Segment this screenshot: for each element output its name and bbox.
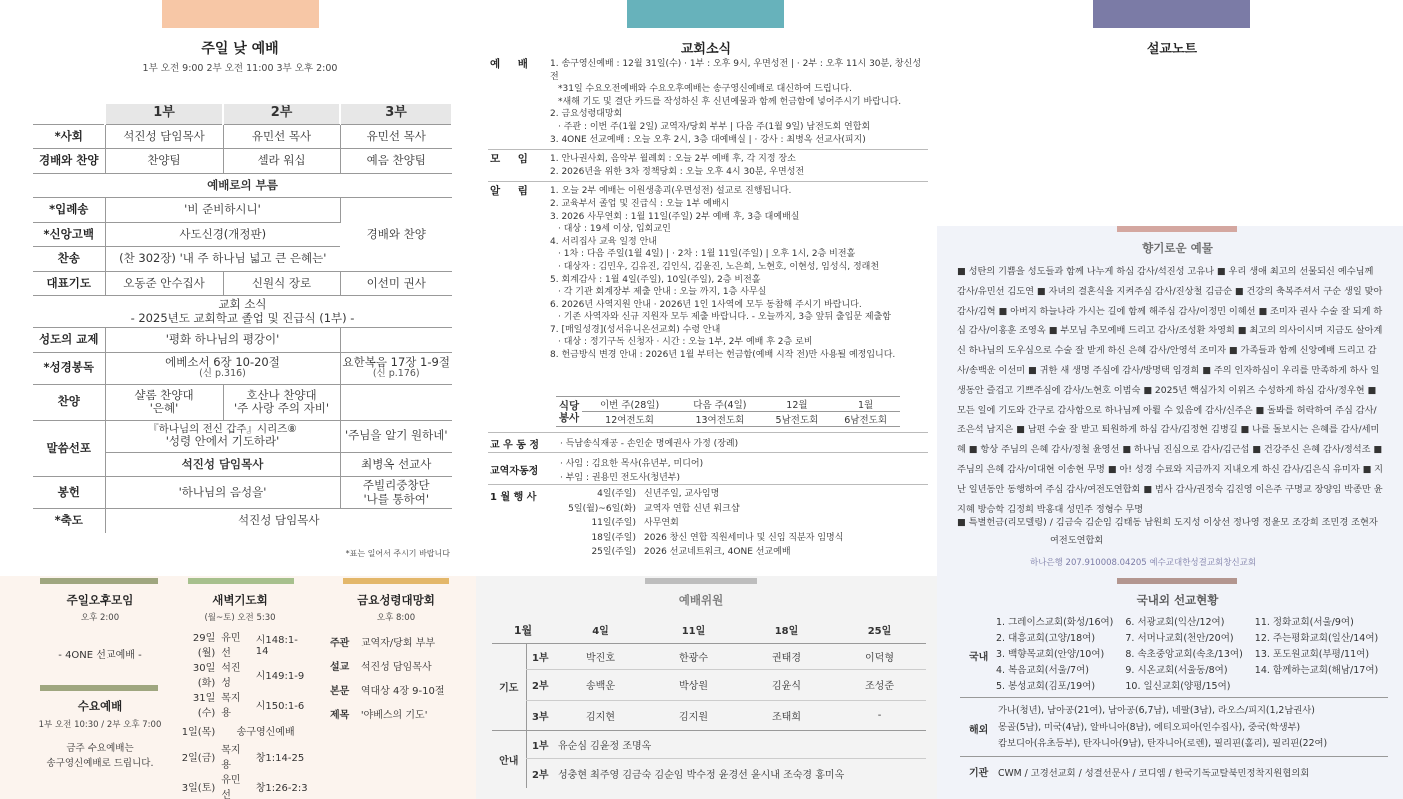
- pray-name: 김윤식: [740, 669, 833, 700]
- pray-2bu: 2부: [526, 669, 554, 700]
- fellowship: '평화 하나님의 평강이': [105, 328, 340, 353]
- meal-label-1: 식당: [558, 399, 580, 412]
- reading-page: (신 p.316): [199, 368, 246, 380]
- notice-7-detail: · 대상 : 정기구독 신청자 · 시간 : 오늘 1부, 2부 예배 후 2층 로비: [558, 337, 813, 348]
- pray-name: 송백운: [554, 669, 647, 700]
- col-2bu: 2부: [223, 104, 340, 124]
- notice-7: 7. [매일성경](성서유니온선교회) 수령 안내: [550, 324, 721, 335]
- friday-key: 본문: [330, 685, 350, 697]
- dawn-text: 시148:1-14: [255, 635, 298, 657]
- event-date: 18일(주일): [591, 532, 636, 543]
- praise-2: 셀라 워십: [223, 149, 340, 174]
- call-to-worship: 예배로의 부름: [33, 173, 452, 198]
- pray-name: 한광수: [647, 643, 740, 669]
- offering-3-song: '나를 통하여': [363, 491, 430, 506]
- worship-3: 3. 4ONE 선교예배 : 오늘 오후 2시, 3층 대예배실 | · 강사 : 최병옥 선교사(피지): [550, 134, 866, 145]
- mission-item: 9. 시온교회(서울동/8여): [1125, 665, 1228, 676]
- label-sermon: 말씀선포: [33, 420, 105, 477]
- sermon-series: 『하나님의 전신 갑주』시리즈⑧: [148, 423, 297, 436]
- date-4: 4일: [554, 617, 647, 643]
- friday-value: 교역자/당회 부부: [360, 637, 435, 649]
- event-date: 4일(주일): [597, 489, 636, 499]
- dawn-title: 새벽기도회: [212, 593, 268, 607]
- date-18: 18일: [740, 617, 833, 643]
- missions-title: 국내외 선교현황: [1136, 593, 1219, 607]
- mission-item: 3. 백향목교회(안양/10여): [996, 649, 1105, 660]
- offering-title: 향기로운 예물: [1142, 241, 1213, 255]
- worship-1: 1. 송구영신예배 : 12월 31일(수) · 1부 : 오후 9시, 우면성전 | · 2부 : 오후 11시 30분, 창신성전: [550, 59, 922, 82]
- overseas-line: 몽골(5남), 미국(4남), 알바니아(8남), 에티오피아(인수집사), 중국(학생부): [998, 721, 1301, 733]
- dawn-date: 29일(월): [192, 633, 216, 659]
- mission-item: 13. 포도원교회(부평/11여): [1254, 649, 1370, 660]
- bank-account: 하나은행 207.910008.04205 예수교대한성결교회창신교회: [1030, 558, 1257, 568]
- label-members: 교 우 동 정: [490, 440, 540, 451]
- afternoon-time: 오후 2:00: [80, 613, 120, 623]
- worship-note-2: *새해 기도 및 결단 카드를 작성하신 후 신년예물과 함께 헌금함에 넣어주시기 바랍니다.: [558, 96, 902, 107]
- event-date: 11일(주일): [591, 518, 636, 528]
- header-bar-worship: [162, 0, 319, 28]
- date-11: 11일: [647, 617, 740, 643]
- dawn-sub: (월~토) 오전 5:30: [204, 613, 276, 623]
- news-body: [488, 58, 928, 362]
- dawn-text: 창1:26-2:3: [255, 782, 308, 794]
- label-ipdang: *입례송: [33, 198, 105, 223]
- wednesday-body-1: 금주 수요예배는: [66, 743, 134, 754]
- wednesday-body-2: 송구영신예배로 드립니다.: [46, 758, 154, 769]
- meal-val-3: 5남전도회: [763, 412, 832, 427]
- special-offering: ■ 특별헌금(리모델링) / 김금숙 김순임 김태동 남원희 도지성 이상선 정나영 정윤모 조강희 조민경 조현자: [957, 517, 1378, 528]
- dawn-preacher: 유민선: [221, 633, 241, 659]
- friday-key: 주관: [330, 637, 350, 649]
- overseas-missions: [998, 703, 1327, 753]
- dawn-preacher: 목지용: [221, 693, 241, 719]
- domestic-missions: [996, 615, 1378, 695]
- meal-val-1: 12여전도회: [582, 412, 677, 427]
- sermon-title: '성령 안에서 기도하라': [165, 434, 280, 449]
- label-fellowship: 성도의 교제: [33, 328, 105, 353]
- friday-key: 제목: [330, 709, 350, 721]
- praise-3: 예음 찬양팀: [340, 149, 452, 174]
- label-sahoe: *사회: [33, 124, 105, 149]
- dawn-preacher: 유민선: [221, 775, 241, 799]
- event-name: 2026 창신 연합 직원세미나 및 신임 직분자 임명식: [644, 532, 844, 543]
- worship-order-table: [33, 104, 453, 533]
- pray-name: 조태희: [740, 700, 833, 730]
- meal-label-2: 봉사: [558, 411, 580, 424]
- hymn: (찬 302장) '내 주 하나님 넓고 큰 은혜는': [105, 247, 340, 272]
- staff-arrive: · 부임 : 권용민 전도사(청년부): [560, 473, 680, 483]
- notice-8: 8. 헌금방식 변경 안내 : 2026년 1월 부터는 헌금함(예배 시작 전)만 사용될 예정입니다.: [550, 350, 896, 361]
- pray-1bu: 1부: [526, 643, 554, 669]
- pray-name: 이덕형: [833, 643, 926, 669]
- mission-item: 8. 속초중앙교회(속초/13여): [1125, 649, 1243, 660]
- sahoe-2: 유민선 목사: [223, 124, 340, 149]
- event-date: 5일(월)~6일(화): [568, 503, 636, 514]
- guide-1bu: 1부: [526, 730, 554, 758]
- events-list: [560, 487, 843, 560]
- praise-1: 찬양팀: [105, 149, 223, 174]
- date-25: 25일: [833, 617, 926, 643]
- guide-1bu-names: 유순심 김윤정 조명옥: [554, 730, 926, 758]
- event-name: 2026 선교네트워크, 4ONE 선교예배: [644, 547, 791, 557]
- pray-name: 박상원: [647, 669, 740, 700]
- pray-name: 김지현: [554, 700, 647, 730]
- mission-item: 11. 정화교회(서울/9여): [1254, 617, 1354, 628]
- notice-5: 5. 회계감사 : 1월 4일(주일), 10일(주일), 2층 비전홀: [550, 274, 761, 285]
- col-1bu: 1부: [105, 104, 223, 124]
- worship-2-detail: · 주관 : 이번 주(1월 2일) 교역자/당회 부부 | 다음 주(1월 9일) 남전도회 연합회: [558, 121, 871, 132]
- choir-b: 호산나 찬양대: [246, 387, 317, 402]
- notice-4: 4. 서리집사 교육 일정 안내: [550, 236, 657, 247]
- staff-resign: · 사임 : 김요한 목사(유년부, 미디어): [560, 459, 704, 469]
- dawn-date: 2일(금): [181, 752, 216, 764]
- choir-a-song: '은혜': [149, 401, 179, 415]
- mission-item: 14. 함께하는교회(해남/17여): [1254, 665, 1379, 676]
- domestic-label: 국내: [969, 652, 989, 663]
- label-notice: 알 림: [490, 185, 535, 198]
- stand-note: *표는 일어서 주시기 바랍니다: [345, 549, 450, 558]
- notice-6: 6. 2026년 사역지원 안내 · 2026년 1인 1사역에 모두 동참해 주시기 바랍니다.: [550, 299, 862, 310]
- mission-item: 12. 주는평화교회(일산/14여): [1254, 633, 1379, 644]
- meal-val-4: 6남전도회: [831, 412, 900, 427]
- dawn-date: 3일(토): [181, 782, 216, 794]
- friday-value: '야베스의 기도': [360, 709, 428, 721]
- church-news-label: 교회 소식: [218, 297, 267, 312]
- meeting-2: 2. 2026년을 위한 3차 정책당회 : 오늘 오후 4시 30분, 우면성전: [550, 166, 805, 177]
- dawn-preacher: 송구영신예배: [236, 726, 295, 738]
- label-meeting: 모 임: [490, 153, 535, 166]
- worship-times: 1부 오전 9:00 2부 오전 11:00 3부 오후 2:00: [142, 63, 338, 74]
- dawn-text: 창1:14-25: [255, 752, 305, 764]
- sahoe-3: 유민선 목사: [340, 124, 452, 149]
- pray-name: 김지원: [647, 700, 740, 730]
- members-news: · 득남송식재공 - 손인순 명예권사 가정 (장례): [560, 439, 739, 449]
- label-offering: 봉헌: [33, 477, 105, 509]
- col-3bu: 3부: [340, 104, 452, 124]
- friday-value: 역대상 4장 9-10절: [360, 685, 445, 697]
- preacher: 석진성 담임목사: [105, 452, 340, 477]
- pray-label: 기도: [492, 643, 526, 730]
- dawn-date: 31일(수): [192, 693, 216, 719]
- choir-a: 샬롬 찬양대: [134, 387, 194, 402]
- friday-value: 석진성 담임목사: [360, 661, 432, 673]
- guide-2bu: 2부: [526, 758, 554, 788]
- notice-3-target: · 대상 : 19세 이상, 입회교인: [558, 224, 671, 235]
- wednesday-title: 수요예배: [77, 699, 123, 713]
- prayer-2: 신원식 장로: [223, 271, 340, 296]
- dawn-date: 30일(화): [192, 663, 216, 689]
- sermon-note-title: 설교노트: [1146, 42, 1198, 57]
- offering: '하나님의 음성을': [105, 477, 340, 509]
- friday-title: 금요성령대망회: [357, 593, 435, 607]
- event-name: 교역자 연합 신년 워크샵: [644, 503, 740, 514]
- mission-item: 2. 대흥교회(고양/18여): [996, 633, 1096, 644]
- label-staff: 교역자동정: [490, 466, 539, 477]
- meal-head-2: 다음 주(4일): [677, 397, 762, 412]
- notice-1: 1. 오늘 2부 예배는 이원생총괴(우면성전) 설교로 진행됩니다.: [550, 186, 792, 197]
- pray-name: 박진호: [554, 643, 647, 669]
- ipdang: '비 준비하시니': [105, 198, 340, 223]
- prayer-1: 오동준 안수집사: [105, 271, 223, 296]
- wednesday-time: 1부 오전 10:30 / 2부 오후 7:00: [38, 720, 162, 730]
- pray-name: -: [833, 700, 926, 730]
- meal-val-2: 13여전도회: [677, 412, 762, 427]
- notice-2: 2. 교육부서 졸업 및 진급식 : 오늘 1부 예배시: [550, 198, 730, 209]
- praise-3bu-side: 경배와 찬양: [340, 198, 452, 272]
- committee-title: 예배위원: [678, 593, 724, 607]
- preacher-3: 최병옥 선교사: [340, 452, 452, 477]
- mission-item: 7. 서머나교회(천안/20여): [1125, 633, 1234, 644]
- event-date: 25일(주일): [591, 547, 636, 557]
- event-name: 신년주일, 교사임명: [644, 489, 720, 499]
- overseas-line: 캄보디아(유초등부), 탄자니아(9남), 탄자니아(로렌), 필리핀(홀리), 필리핀(22여): [998, 738, 1328, 749]
- label-month-events: 1 월 행 사: [490, 492, 537, 503]
- event-name: 사무연회: [644, 518, 679, 528]
- committee-month: 1월: [492, 617, 554, 643]
- pray-name: 조성준: [833, 669, 926, 700]
- notice-5-detail: · 각 기관 회계장부 제출 안내 : 오늘 까지, 1층 사무실: [558, 287, 767, 298]
- label-praise: 경배와 찬양: [33, 149, 105, 174]
- label-creed: *신앙고백: [33, 222, 105, 247]
- mission-item: 1. 그레이스교회(화성/16여): [996, 617, 1114, 628]
- worship-2: 2. 금요성령대망회: [550, 109, 623, 120]
- mission-item: 5. 봉성교회(김포/19여): [996, 681, 1096, 692]
- header-bar-news: [627, 0, 784, 28]
- dawn-date: 1일(목): [181, 726, 216, 738]
- prayer-3: 이선미 권사: [340, 271, 452, 296]
- dawn-text: 시149:1-9: [255, 670, 305, 682]
- benediction: 석진성 담임목사: [238, 513, 320, 528]
- offering-3-group: 주빌리중창단: [362, 478, 430, 493]
- sermon-3-title: '주님을 알기 원하네': [340, 420, 452, 452]
- notice-3: 3. 2026 사무연회 : 1월 11일(주일) 2부 예배 후, 3층 대예배실: [550, 211, 800, 222]
- org-list: CWM / 고경선교회 / 성결선문사 / 코디엠 / 한국기독교탈북민정착지원협의회: [998, 768, 1310, 779]
- notice-4-schedule: · 1차 : 다음 주일(1월 4일) | · 2차 : 1월 11일(주일) | 오후 1시, 2층 비전홀: [558, 249, 856, 260]
- dawn-preacher: 석진성: [221, 663, 241, 689]
- notice-6-detail: · 기존 사역자와 신규 지원자 모두 제출 바랍니다. - 오늘까지, 3층 앞뒤 출입문 제출함: [558, 312, 891, 323]
- label-rep-prayer: 대표기도: [33, 271, 105, 296]
- org-label: 기관: [969, 768, 989, 779]
- pray-3bu: 3부: [526, 700, 554, 730]
- friday-schedule: [327, 629, 467, 725]
- choir-b-song: '주 사랑 주의 자비': [233, 401, 330, 415]
- meal-head-1: 이번 주(28일): [582, 397, 677, 412]
- reading-3: 요한복음 17장 1-9절: [342, 354, 450, 369]
- guide-2bu-names: 성충현 최주영 김금숙 김순임 박수정 윤경선 윤시내 조숙경 홍미옥: [558, 769, 845, 781]
- friday-key: 설교: [330, 661, 350, 673]
- afternoon-body: - 4ONE 선교예배 -: [58, 650, 142, 661]
- worship-title: 주일 낮 예배: [201, 41, 279, 57]
- offering-title-bar: [1117, 226, 1237, 232]
- label-choir: 찬양: [33, 384, 105, 420]
- mission-item: 6. 서광교회(익산/12여): [1125, 617, 1225, 628]
- pray-name: 권태경: [740, 643, 833, 669]
- overseas-label: 해외: [969, 725, 989, 736]
- worship-note-1: *31일 수요오전예배와 수요오후예배는 송구영신예배로 대신하여 드립니다.: [558, 84, 852, 95]
- mission-item: 4. 복음교회(서울/7여): [996, 665, 1089, 676]
- friday-time: 오후 8:00: [376, 613, 416, 623]
- guide-label: 안내: [499, 755, 519, 767]
- creed: 사도신경(개정판): [105, 222, 340, 247]
- graduation-notice: - 2025년도 교회학교 졸업 및 진급식 (1부) -: [130, 310, 355, 325]
- afternoon-title: 주일오후모임: [66, 593, 134, 607]
- label-hymn: 찬송: [33, 247, 105, 272]
- mission-item: 10. 일신교회(양평/15여): [1125, 681, 1231, 692]
- offering-text: ■ 성탄의 기쁨을 성도들과 함께 나누게 하심 감사/석진성 고유나 ■ 우리 생애 최고의 선물되신 예수님께 감사/유민선 김도연 ■ 자녀의 결혼식을 지켜주심 감사/진상철 김금순 ■ 건강의 축복주셔서 구순 생일 맞아 감사/김혁 ■ 아버지 하늘나라 가시는 길에 함께 해주심 감사/이정민 이혜선 ■ 조미자 권사 수술 잘 되게 하심 감사/이홍훈 조영옥 ■ 부모님 추모예배 드리고 감사/조성환 차영희 ■ 최고의 의사이시며 지금도 살아계신 하나님의 도우심으로 수술 잘 받게 하신 은혜 감사/안영석 조미자 ■ 가족들과 함께 신앙예배 드리고 감사/송백운 이선미 ■ 귀한 새 생명 주심에 감사/방명택 임경희 ■ 주의 인자하심이 우리를 만족하게 하사 일생동안 즐겁고 기쁘주심에 감사/노현호 이범숙 ■ 2025년 핵심가치 이위즈 수성하게 하심 감사/정우현 ■ 모든 일에 기도와 간구로 감사함으로 하나님께 아뢸 수 있음에 감사/신주은 ■ 돌봐를 허락하여 주심 감사/조은석 남지은 ■ 남편 수술 잘 받고 퇴원하게 하심 감사/김정현 김병길 ■ 나를 돌보시는 은혜를 감사/세미혜 ■ 항상 주님의 은혜 감사/정철 윤영선 ■ 하나님 진심으로 감사/김근섭 ■ 건강주신 은혜 감사/정석조 ■ 주님의 은혜 감사/이대현 이송현 무명 ■ 아! 성경 수료와 지금까지 지내오게 하신 감사/김은식 유미자 ■ 지난 일년동안 동행하여 주심 감사/여전도연합회 ■ 범사 감사/권정숙 김진영 이은주 구명교 장양임 박종만 윤지혜 방승학 김정희 박홍대 성민주 정형수 무명: [957, 266, 1384, 515]
- overseas-line: 가나(청년), 남아공(21여), 남아공(6,7남), 네팔(3남), 라오스/피지(1,2남권사): [998, 705, 1315, 716]
- dawn-preacher: 목지용: [221, 745, 241, 771]
- special-offering-2: 여전도연합회: [1050, 535, 1104, 546]
- meeting-1: 1. 안나권사회, 음악부 월례회 : 오늘 2부 예배 후, 각 지정 장소: [550, 154, 796, 165]
- header-bar-sermon: [1093, 0, 1250, 28]
- notice-4-list: · 대상자 : 김민우, 김유진, 김인식, 김윤진, 노은희, 노현호, 이현성, 임성식, 정래천: [558, 261, 880, 272]
- reading: 에베소서 6장 10-20절: [165, 354, 280, 369]
- meal-service-table: [556, 396, 900, 427]
- news-title: 교회소식: [680, 42, 732, 57]
- meal-head-3: 12월: [763, 397, 832, 412]
- label-benediction: *축도: [33, 509, 105, 534]
- dawn-text: 시150:1-6: [255, 700, 305, 712]
- reading-3-page: (신 p.176): [372, 368, 420, 380]
- committee-table: [492, 617, 926, 788]
- meal-head-4: 1월: [831, 397, 900, 412]
- sahoe-1: 석진성 담임목사: [105, 124, 223, 149]
- label-worship: 예 배: [490, 58, 535, 70]
- dawn-schedule: [173, 629, 313, 799]
- label-reading: *성경봉독: [33, 352, 105, 384]
